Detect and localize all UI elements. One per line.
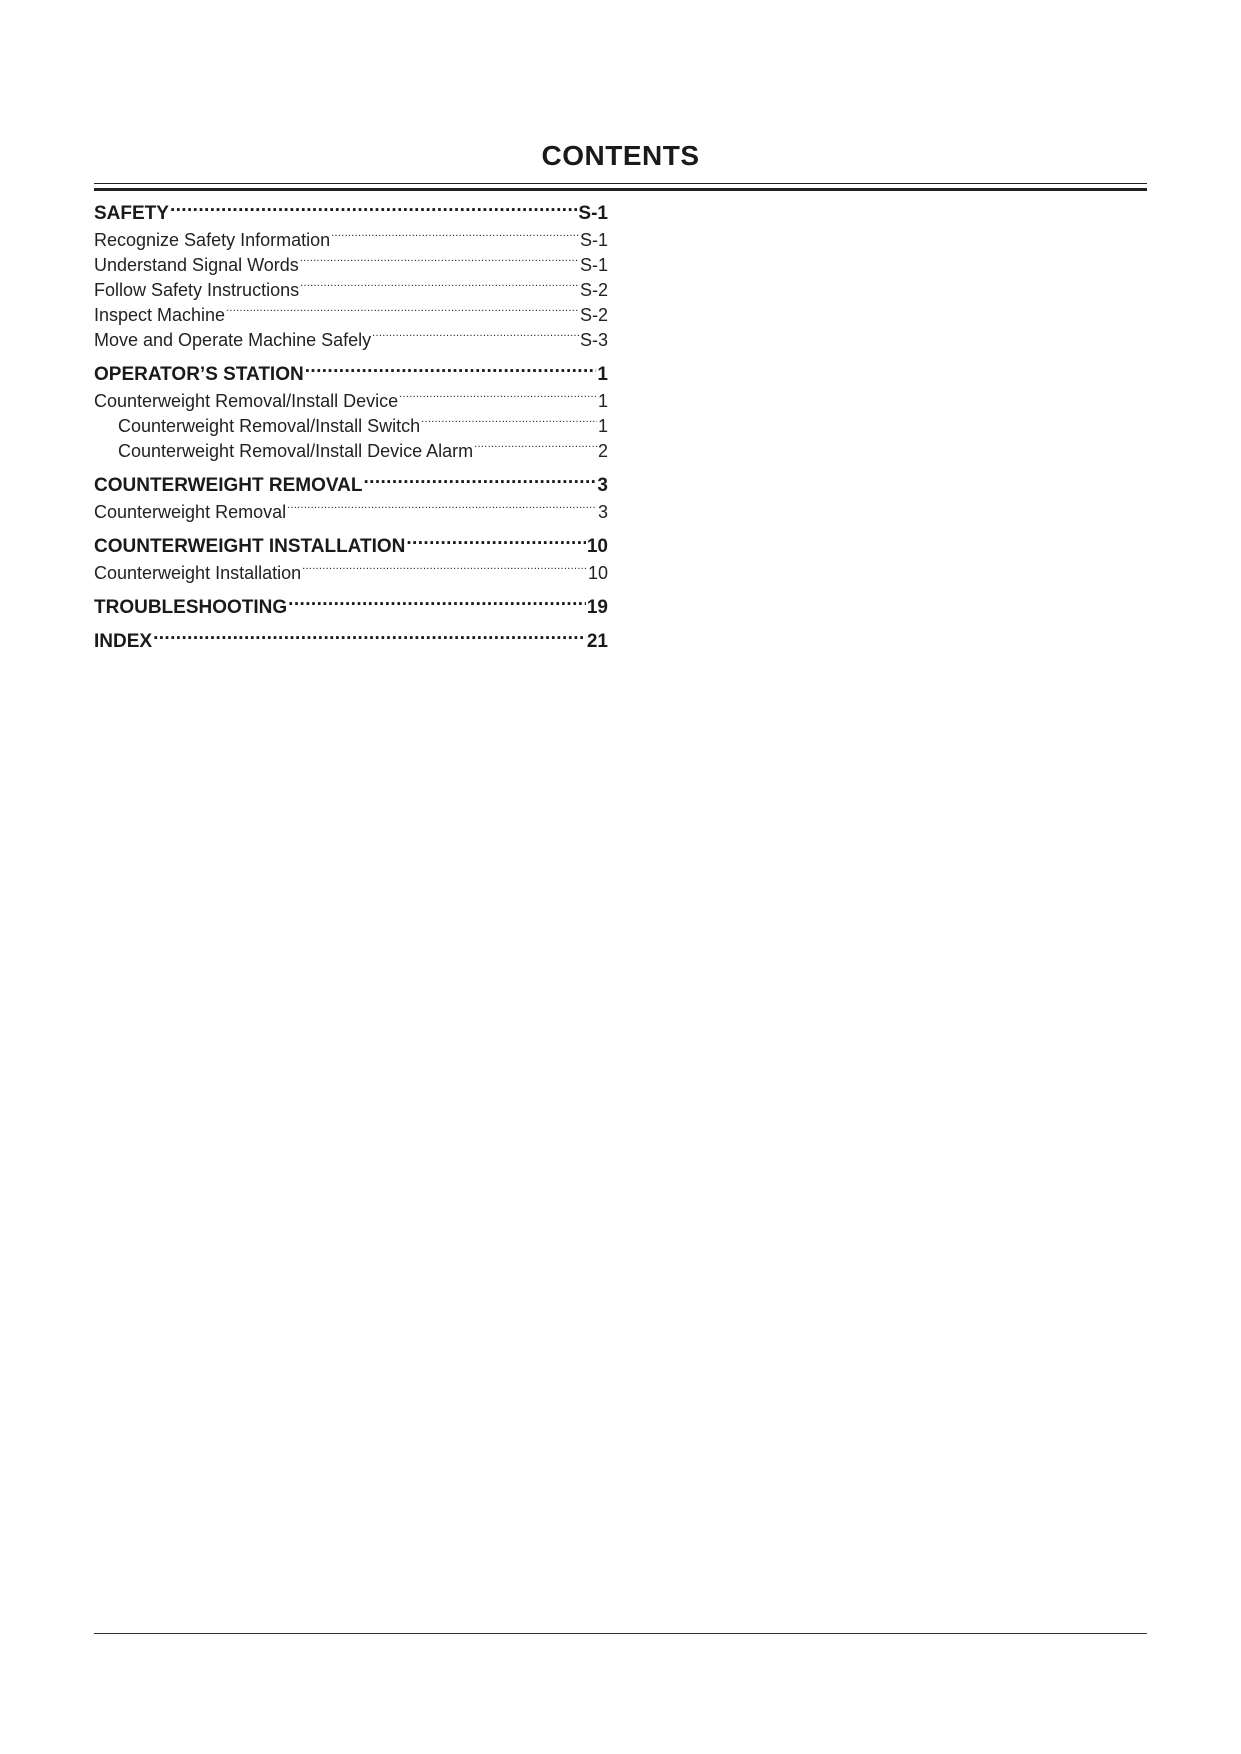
toc-page-number: S-1 <box>579 230 608 250</box>
dot-leader <box>474 439 597 457</box>
toc-item-label: Counterweight Removal/Install Device Alarm <box>118 441 474 461</box>
toc-page-number: 3 <box>597 502 608 522</box>
dot-leader <box>372 328 579 346</box>
dot-leader <box>153 628 586 647</box>
toc-item-label: Counterweight Removal <box>94 502 287 522</box>
toc-heading-label: TROUBLESHOOTING <box>94 597 288 618</box>
dot-leader <box>406 533 585 552</box>
toc-item-label: Move and Operate Machine Safely <box>94 330 372 350</box>
toc-page-number: S-3 <box>579 330 608 350</box>
toc-item[interactable] <box>94 500 608 525</box>
toc-item[interactable] <box>94 253 608 278</box>
dot-leader <box>226 303 579 321</box>
dot-leader <box>287 500 597 518</box>
toc-heading-counterweight-removal[interactable] <box>94 472 608 498</box>
toc-heading-label: COUNTERWEIGHT REMOVAL <box>94 475 363 496</box>
toc-page-number: 10 <box>586 536 608 557</box>
toc-item-label: Follow Safety Instructions <box>94 280 300 300</box>
toc-page-number: 19 <box>586 597 608 618</box>
toc-item[interactable] <box>94 303 608 328</box>
table-of-contents <box>94 200 608 662</box>
toc-item[interactable] <box>94 228 608 253</box>
toc-page-number: 2 <box>597 441 608 461</box>
toc-section-index <box>94 628 608 654</box>
dot-leader <box>288 594 586 613</box>
toc-item-label: Understand Signal Words <box>94 255 299 275</box>
toc-section-counterweight-removal <box>94 472 608 525</box>
toc-page-number: 1 <box>597 391 608 411</box>
toc-item-label: Recognize Safety Information <box>94 230 331 250</box>
toc-section-troubleshooting <box>94 594 608 620</box>
toc-page-number: S-2 <box>579 280 608 300</box>
toc-page-number: 1 <box>597 416 608 436</box>
toc-heading-label: SAFETY <box>94 203 169 224</box>
dot-leader <box>399 389 597 407</box>
dot-leader <box>363 472 596 491</box>
toc-item[interactable] <box>94 278 608 303</box>
toc-subitem[interactable] <box>94 439 608 464</box>
dot-leader <box>302 561 587 579</box>
toc-subitem[interactable] <box>94 414 608 439</box>
toc-section-counterweight-installation <box>94 533 608 586</box>
toc-section-operators-station <box>94 361 608 464</box>
toc-heading-index[interactable] <box>94 628 608 654</box>
toc-item-label: Counterweight Installation <box>94 563 302 583</box>
toc-item[interactable] <box>94 389 608 414</box>
toc-heading-counterweight-installation[interactable] <box>94 533 608 559</box>
dot-leader <box>170 200 577 219</box>
toc-page-number: 3 <box>597 475 608 496</box>
dot-leader <box>331 228 579 246</box>
toc-page-number: 10 <box>587 563 608 583</box>
toc-page-number: S-2 <box>579 305 608 325</box>
toc-heading-label: INDEX <box>94 631 153 652</box>
toc-heading-troubleshooting[interactable] <box>94 594 608 620</box>
toc-item[interactable] <box>94 561 608 586</box>
toc-heading-label: OPERATOR’S STATION <box>94 364 304 385</box>
page-title: CONTENTS <box>541 140 700 171</box>
dot-leader <box>305 361 597 380</box>
toc-heading-operators-station[interactable] <box>94 361 608 387</box>
toc-section-safety <box>94 200 608 353</box>
dot-leader <box>300 278 579 296</box>
toc-item-label: Inspect Machine <box>94 305 226 325</box>
toc-heading-label: COUNTERWEIGHT INSTALLATION <box>94 536 406 557</box>
dot-leader <box>421 414 597 432</box>
toc-heading-safety[interactable] <box>94 200 608 226</box>
toc-page-number: S-1 <box>578 203 608 224</box>
footer-divider <box>94 1633 1147 1634</box>
toc-page-number: S-1 <box>579 255 608 275</box>
toc-item-label: Counterweight Removal/Install Switch <box>118 416 421 436</box>
title-divider <box>94 183 1147 191</box>
toc-page-number: 1 <box>597 364 608 385</box>
toc-item-label: Counterweight Removal/Install Device <box>94 391 399 411</box>
toc-page-number: 21 <box>586 631 608 652</box>
toc-item[interactable] <box>94 328 608 353</box>
dot-leader <box>300 253 579 271</box>
